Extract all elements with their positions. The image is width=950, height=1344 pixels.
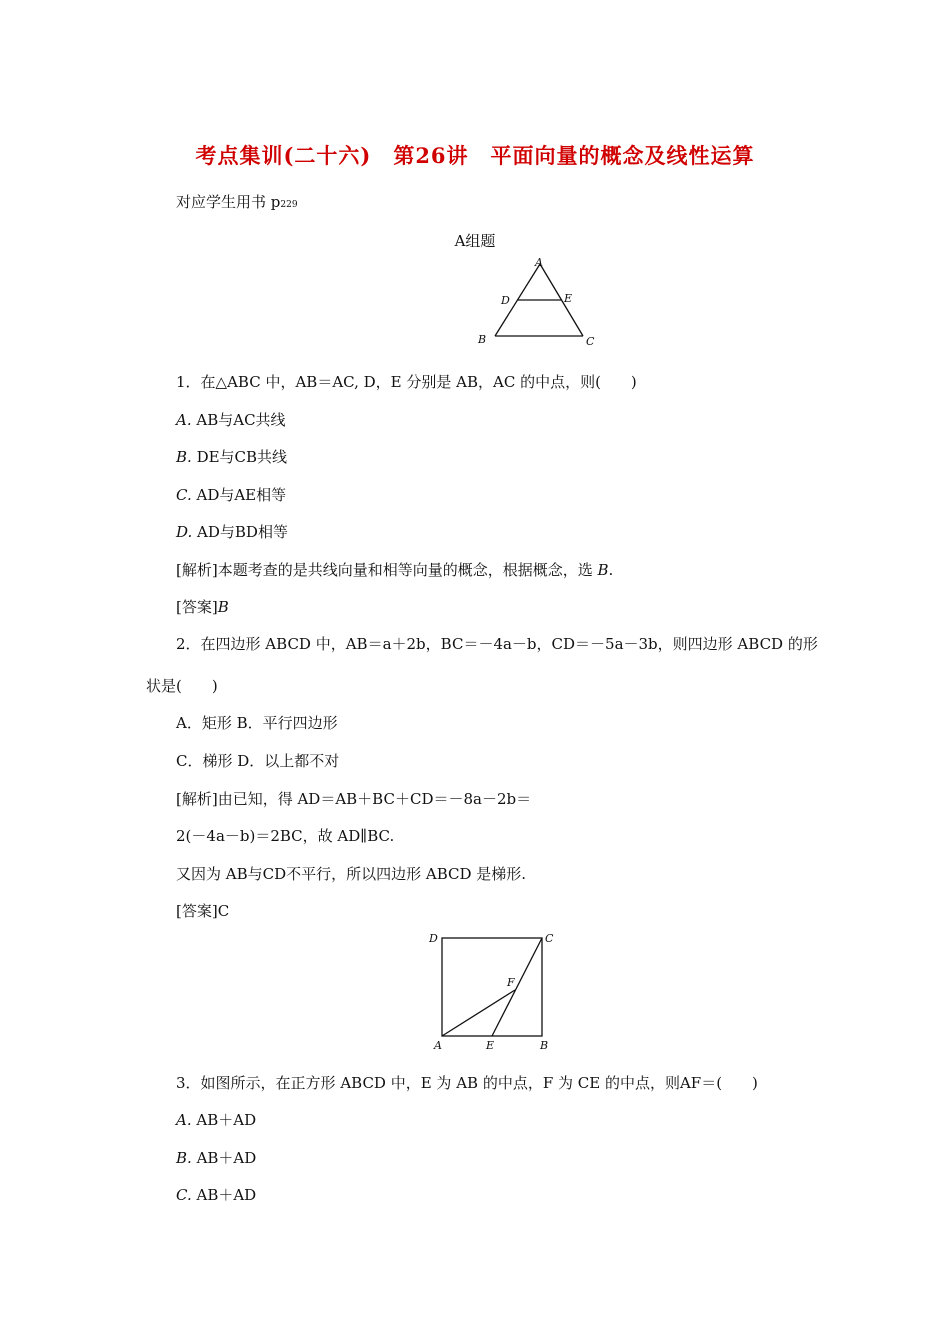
label-f: F [507, 976, 515, 989]
q3-option-b-text: AB＋AD [191, 1149, 257, 1167]
q1-option-c-key: C. [176, 486, 192, 504]
q1-answer-label: [答案] [176, 598, 218, 616]
page-title: 考点集训(二十六) 第26讲 平面向量的概念及线性运算 [195, 143, 755, 168]
q3-option-c-text: AB＋AD [191, 1186, 257, 1204]
q1-option-d-text: AD与BD相等 [192, 523, 288, 541]
source-reference [176, 191, 298, 212]
q1-option-a [176, 410, 286, 430]
q1-analysis-end: . [608, 561, 614, 579]
source-text: 对应学生用书 p [176, 193, 281, 211]
q1-option-a-key: A. [176, 411, 192, 429]
label-d: D [501, 294, 510, 307]
label-b: B [540, 1039, 549, 1052]
square-abcd [442, 938, 542, 1036]
q1-option-c-text: AD与AE相等 [191, 486, 287, 504]
q1-answer-value: B [217, 598, 229, 616]
q2-answer [176, 901, 229, 921]
q1-option-b-key: B. [176, 448, 192, 466]
group-heading: A组题 [454, 232, 496, 250]
q3-stem: 3．如图所示，在正方形 ABCD 中，E 为 AB 的中点，F 为 CE 的中点，则AF＝( ) [176, 1074, 758, 1092]
q2-analysis-line1: [解析]由已知，得 AD＝AB＋BC＋CD＝－8a－2b＝ [176, 790, 532, 808]
q3-option-a-key: A. [176, 1111, 192, 1129]
q3-option-c-key: C. [176, 1186, 192, 1204]
triangle-figure [470, 252, 610, 352]
q1-option-b [176, 447, 287, 467]
q1-option-a-text: AB与AC共线 [191, 411, 286, 429]
q2-stem-line2: 状是( ) [146, 677, 218, 695]
label-c: C [586, 335, 595, 348]
q1-option-d-key: D. [176, 523, 193, 541]
q2-analysis-line3: 又因为 AB与CD不平行，所以四边形 ABCD 是梯形. [176, 865, 527, 883]
q2-options-line1: A．矩形 B．平行四边形 [176, 714, 338, 732]
source-page: 229 [280, 200, 298, 210]
label-a: A [535, 256, 543, 269]
segment-ec [492, 938, 542, 1036]
q3-option-b-key: B. [176, 1149, 192, 1167]
label-e: E [564, 292, 573, 305]
q2-options-line2: C．梯形 D．以上都不对 [176, 752, 340, 770]
q3-option-b [176, 1148, 256, 1168]
label-a: A [434, 1039, 442, 1052]
q1-option-b-text: DE与CB共线 [191, 448, 288, 466]
q1-analysis-text: [解析]本题考查的是共线向量和相等向量的概念，根据概念，选 [176, 561, 598, 579]
q2-analysis-line2: 2(－4a－b)＝2BC，故 AD∥BC. [176, 827, 395, 845]
q2-stem-line1: 2．在四边形 ABCD 中，AB＝a＋2b，BC＝－4a－b，CD＝－5a－3b，则四边形 ABCD 的形 [176, 635, 818, 653]
label-e: E [486, 1039, 495, 1052]
q2-answer-value: C [217, 902, 230, 920]
square-figure [426, 928, 562, 1056]
q3-option-a-text: AB＋AD [191, 1111, 257, 1129]
label-c: C [545, 932, 554, 945]
q3-option-c [176, 1185, 256, 1205]
q1-analysis-choice: B [597, 561, 609, 579]
q1-option-c [176, 485, 286, 505]
q1-option-d [176, 522, 288, 542]
label-b: B [478, 333, 487, 346]
q1-stem: 1．在△ABC 中，AB＝AC, D，E 分别是 AB，AC 的中点，则( ) [176, 373, 637, 391]
q1-analysis [176, 560, 613, 580]
q2-answer-label: [答案] [176, 902, 218, 920]
q3-option-a [176, 1110, 256, 1130]
label-d: D [429, 932, 438, 945]
q1-answer [176, 597, 229, 617]
